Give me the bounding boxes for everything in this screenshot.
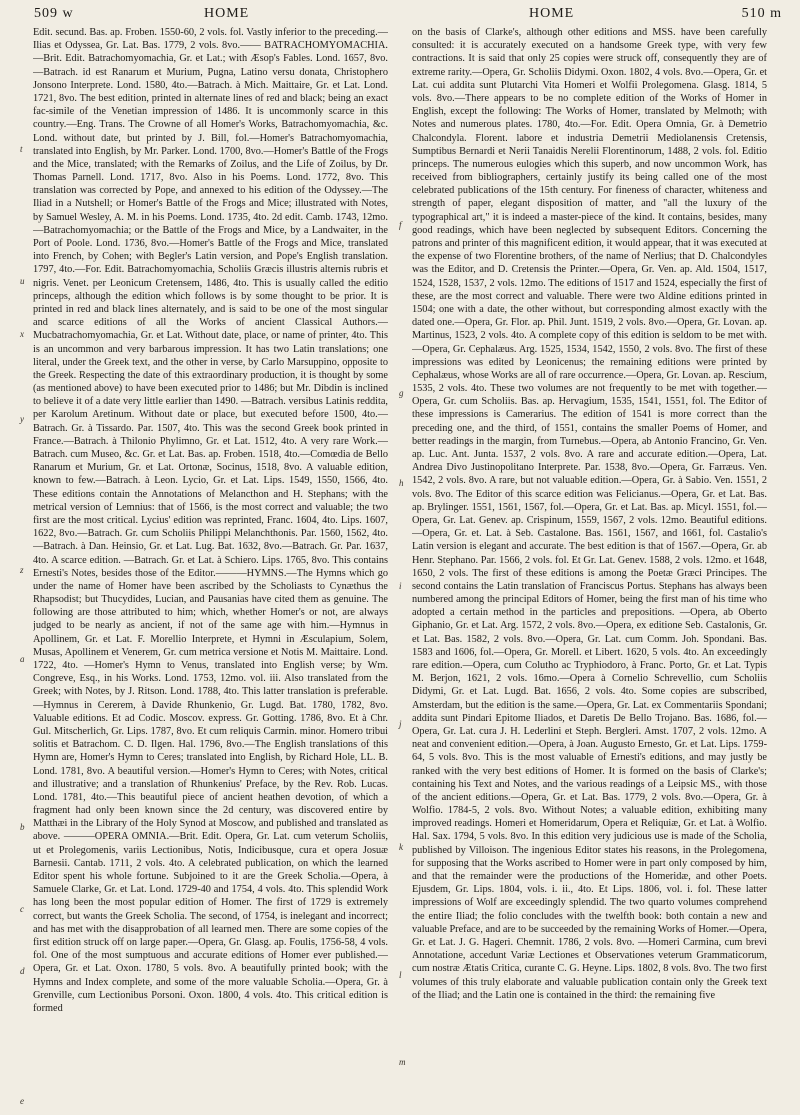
left-page-number: 509 w	[34, 6, 74, 21]
margin-letter: k	[399, 842, 403, 852]
margin-letter: l	[399, 970, 402, 980]
right-page-number: 510 m	[741, 6, 782, 21]
margin-letter: b	[20, 822, 25, 832]
margin-letter: g	[399, 388, 404, 398]
right-column-text: on the basis of Clarke's, although other editions and MSS. have been carefully consulted: it is accurately executed on a handsome Greek type, with very few contractions. It is said that only 25 copies were struck off, consequently they are of extreme rarity.—Opera, Gr. Scholiis Didymi. Oxon. 1802, 4 vols. 8vo.—Opera, Gr. et Lat. cui addita sunt Plutarchi Vita Homeri et Wolfii Prolegomena. Glasg. 1814, 5 vols. 8vo.—There appears to be no complete edition of the Works of Homer in English, except the following: The Works of Homer, translated by Melmoth; with Notes and numerous plates. 1780, 4to.—For. Edit. Opera Omnia, Gr. à Demetrio Chalcondyla. Florent. labore et industria Demetrii Mediolanensis Cretensis, Sumptibus Bernardi et Nerii Tanaidis Nerelii Florentinorum, 1488, 2 vols. fol. Editio princeps. The numerous eulogies which this superb, and now uncommon Work, has received from bibliographers, certainly justify its being called one of the most celebrated publications of the 15th century. For fineness of character, whiteness and strength of paper, elegant disposition of matter, and "all the luxury of the typographical art," it is indeed a master-piece of the kind. It contains, besides, many good readings, which have been neglected by subsequent Editors. Concerning the patrons and printer of this magnificent edition, it would appear, that it was executed at the expense of two Florentine brothers, of the name of Nerlius; that D. Chalcondyles was the Editor, and D. Cretensis the Printer.—Opera, Gr. Ven. ap. Ald. 1504, 1517, 1524, 1528, 1537, 2 vols. 12mo. The editions of 1517 and 1524, especially the first of these, are the most correct and valuable. There were two Aldine editions printed in 1504; one with a date, the other without, but corresponding almost exactly with the dated one.—Opera, Gr. Flor. ap. Phil. Junt. 1519, 2 vols. 8vo.—Opera, Gr. Lovan. ap. Martinus, 1523, 2 vols. 4to. A complete copy of this edition is seldom to be met with.—Opera, Gr. Cephalæus. Arg. 1525, 1534, 1542, 1550, 2 vols. 8vo. The first of these impressions was edited by Leonicenus; the remaining editions were printed by Cephalæus, whose Works are all of rare occurrence.—Opera, Gr. Lovan. ap. Rescium, 1535, 2 vols. 4to. These two volumes are not frequently to be met with together.—Opera, Gr. cum Scholiis. Bas. ap. Hervagium, 1535, 1541, 1551, fol. The Editor of these impressions is Camerarius. The edition of 1541 is more correct than the preceding one, and the third, of 1551, contains the smaller Poems of Homer, and better readings in the margin, from Turnebus.—Opera, ab Antonio Francino, Gr. Ven. ap. Luc. Ant. Junta. 1537, 2 vols. 8vo. A rare and accurate edition.—Opera, Lat. Andrea Divo Justinopolitano Interprete. Par. 1538, 8vo.—Opera, Gr. Farræus. Ven. 1542, 2 vols. 8vo. A rare, but not valuable edition.—Opera, Gr. à Sabio. Ven. 1551, 2 vols. 8vo. The Editor of this scarce edition was Felicianus.—Opera, Gr. et Lat. Bas. ap. Brylinger. 1551, 1561, 1567, fol.—Opera, Gr. et Lat. Bas. ap. Micyl. 1551, fol.—Opera, Gr. Lat. Genev. ap. Crispinum, 1559, 1567, 2 vols. 12mo. Beautiful editions.—Opera, Gr. et. Lat. à Seb. Castalone. Bas. 1561, 1567, and 1661, fol. Castalio's Latin version is elegant and accurate. The best edition is that of 1567.—Opera, Gr. ab Henr. Stephano. Par. 1566, 2 vols. fol. Et Gr. Lat. Genev. 1588, 2 vols. 12mo. et 1648, 1650, 2 vols. The first of these editions is among the Poetæ Græci Principes. The second contains the Latin translation of Franciscus Portus. Stephans has always been numbered among the principal Editors of Homer, being the first man of his time who adopted a certain method in the particles and prepositions. —Opera, ab Oberto Giphanio, Gr. et Lat. Arg. 1572, 2 vols. 8vo.—Opera, ex editione Seb. Castalonis, Gr. et Lat. Bas. 1582, 2 vols. 8vo.—Opera, Gr. Lat. cum Comm. Joh. Spondani. Bas. 1583 and 1606, fol.—Opera, Gr. Morell. et Libert. 1620, 5 vols. 4to. An exceedingly rare edition.—Opera, cum Colutho ac Tryphiodoro, à Franc. Porto, Gr. et Lat. Typis M. Berjon, 1621, 2 vols. 16mo.—Opera à Cornelio Schrevellio, cum Scholiis Didymi, Gr. et Lat. Lugd. Bat. 1656, 2 vols. 4to. Some copies are subscribed, Amsterdam, but the edition is the same.—Opera, Gr. Lat. ex Commentariis Spondani; addita sunt Pindari Epitome Iliados, et Daretis De Bello Trojano. Bas. 1686, fol.—Opera, Gr. Lat. cura J. H. Lederlini et Steph. Bergleri. Amst. 1707, 2 vols. 12mo. A neat and convenient edition.—Opera, à Joan. Augusto Ernesto, Gr. et Lat. Lips. 1759-64, 5 vols. 8vo. This is the most valuable of Ernesti's editions, and may justly be ranked with the very best editions of Homer. It is formed on the basis of Clarke's; containing his Text and Notes, and the various readings of a Leipsic MS., with those of the ancient editions.—Opera, Gr. et Lat. Bas. 1779, 2 vols. 8vo.—Opera, Gr. à Wolfio. 1784-5, 2 vols. 8vo. Without Notes; a valuable edition, exhibiting many improved readings. Homeri et Homeridarum, Opera et Reliquiæ, Gr. et Lat. à Wolfio. Hal. Sax. 1794, 5 vols. 8vo. In this edition very judicious use is made of the Scholia, published by Villoison. The ingenious Editor states his reasons, in the Prolegomena, for supposing that the Works ascribed to Homer were in part only composed by him, and that the remainder were the productions of the Homeridæ, and other Poets. Ejusdem, Gr. Lips. 1804, vols. i. ii., 4to. Et Lips. 1806, vol. i. fol. These latter impressions of Wolf are exceedingly splendid. The two quarto volumes comprehend the entire Iliad; the folio concludes with the twelfth book: both contain a new and valuable Preface, and are to be succeeded by the remaining Works of Homer.—Opera, Gr. et Lat. J. G. Hageri. Chemnit. 1786, 2 vols. 8vo. —Homeri Carmina, cum brevi Annotatione, accedunt Variæ Lectiones et Observationes veterum Grammaticorum, cum nostræ Ætatis Critica, curante C. G. Heyne. Lips. 1802, 8 vols. 8vo. The two first volumes of this truly elaborate and valuable publication contain only the Greek text of the Iliad; and the Latin one is contained in the third: the remaining five	[412, 27, 767, 1001]
margin-letter: u	[20, 276, 25, 286]
margin-letter: z	[20, 565, 24, 575]
left-running-title: HOME	[204, 6, 250, 21]
left-column	[33, 26, 388, 1106]
margin-letter: y	[20, 414, 24, 424]
margin-letter: h	[399, 478, 404, 488]
right-running-title: HOME	[529, 6, 575, 21]
margin-letter: x	[20, 329, 24, 339]
running-header	[34, 6, 782, 26]
margin-letter: t	[20, 144, 23, 154]
margin-letter: a	[20, 654, 25, 664]
margin-letter: j	[399, 719, 402, 729]
margin-letter: d	[20, 966, 25, 976]
margin-letter: m	[399, 1057, 406, 1067]
margin-letter: i	[399, 581, 402, 591]
margin-letter: c	[20, 904, 24, 914]
margin-letter: f	[399, 220, 402, 230]
right-column	[412, 26, 767, 1106]
left-column-text: Edit. secund. Bas. ap. Froben. 1550-60, 2 vols. fol. Vastly inferior to the preceding.—Ilias et Odyssea, Gr. Lat. Bas. 1779, 2 vols. 8vo.—— BATRACHOMYOMACHIA.—Brit. Edit. Batrachomyomachia, Gr. et Lat.; with Æsop's Fables. Lond. 1657, 8vo.—Batrach. id est Ranarum et Murium, Pugna, Latino versu donata, Christophero Jonsono Interprete. Lond. 1580, 4to.—Batrach. à Mich. Maittaire, Gr. et Lat. Lond. 1721, 8vo. The best edition, printed in alternate lines of red and black; being an exact fac-simile of the Venetian impression of 1486. It is uncommonly scarce in this country.—Eng. Trans. The Crowne of all Homer's Works, Batrachomyomachia, &c. Lond. without date, but printed by J. Bill, fol.—Homer's Batrachomyomachia, translated into English, by Mr. Parker. Lond. 1700, 8vo.—Homer's Battle of the Frogs and the Mice, translated; with the Remarks of Zoilus, and the Life of Zoilus, by Dr. Thomas Parnell. Lond. 1717, 8vo. Also in his Poems. Lond. 1772, 8vo. This translation was corrected by Pope, and annexed to his edition of the Odyssey.—The Iliad in a Nutshell; or Homer's Battle of the Frogs and Mice; illustrated with Notes, by Samuel Wesley, A. M. in his Poems. Lond. 1735, 4to. 2d edit. Camb. 1743, 12mo.—Batrachomyomachia; or the Battle of the Frogs and Mice, by a Landwaiter, in the Port of Poole. Lond. 1736, 8vo.—Homer's Battle of the Frogs and Mice, translated into French, by Cohen; with Begler's Latin version, and Pope's English translation. 1797, 4to.—For. Edit. Batrachomyomachia, Scholiis Græcis illustris alternis rubris et nigris. Venet. per Leonicum Cretensem, 1486, 4to. This is usually called the editio princeps, although the edition which follows is by some thought to be prior. It is printed in red and black lines alternately, and is said to be one of the most singular and scarce editions of all the Works of ancient Classical Authors.—Mucbatrachomyomachia, Gr. et Lat. Without date, place, or name of printer, 4to. This is an uncommon and very barbarous impression. It has two Latin translations; one literal, under the Greek text, and the other in verse, by Carlo Marsuppino, opposite to the Greek. Respecting the date of this extraordinary production, it is thought by some (as mentioned above) to have been executed prior to 1486; but Mr. Dibdin is inclined to believe it of a date very little earlier than 1490. —Batrach. versibus Latinis reddita, per Karolum Aretinum. Without date or place, but executed before 1500, 4to.—Batrach. Gr. à Tissardo. Par. 1507, 4to. This was the second Greek book printed in France.—Batrach. à Thilonio Phylimno, Gr. et Lat. 1512, 4to. A very rare Work.—Batrach. cum Museo, &c. Gr. et Lat. Bas. ap. Froben. 1518, 4to.—Comœdia de Bello Ranarum et Murium, Gr. et Lat. Ortonæ, Socinus, 1518, 8vo. A valuable edition, known to few.—Batrach. à Leon. Lycio, Gr. et Lat. Lips. 1549, 1550, 1566, 4to. These editions contain the Annotations of Melancthon and H. Stephans; with the metrical version of Lemnius: that of 1566, is the most correct and valuable; the two first are the most critical. Lycius' edition was reprinted, Franc. 1604, 4to. Lips. 1607, 1622, 8vo.—Batrach. Gr. cum Scholiis Philippi Melanchthonis. Par. 1560, 1562, 4to.—Batrach. à Dan. Heinsio, Gr. et Lat. Lug. Bat. 1632, 8vo.—Batrach. Gr. Par. 1637, 4to. A scarce edition. —Batrach. Gr. et Lat. à Schiero. Lips. 1765, 8vo. This contains Ernesti's Notes, besides those of the Editor.———HYMNS.—The Hymns which go under the name of Homer have been ascribed by the Scholiasts to Cynæthus the Rhapsodist; but Thucydides, Lucian, and Pausanias have cited them as genuine. The following are those attributed to him; which, whether Homer's or not, are always judged to be nearly as ancient, if not of the same age with him.—Hymnus in Apollinem, Gr. et Lat. F. Morellio Interprete, et Hymni in Æsculapium, Solem, Musas, Apollinem et Venerem, Gr. cum metrica versione et Notis M. Maittaire. Lond. 1722, 4to. —Homer's Hymn to Venus, translated into English verse; by Wm. Congreve, Esq., in his Works. Lond. 1753, 12mo. vol. iii. Also translated from the Greek; with Notes, by J. Ritson. Lond. 1788, 4to. This latter translation is preferable.—Hymnus in Cererem, à Davide Rhunkenio, Gr. Lugd. Bat. 1780, 1782, 8vo. Valuable editions. Et ad Codic. Moscov. express. Gr. Gotting. 1786, 8vo. Et à Chr. Gul. Mitscherlich, Gr. Lips. 1787, 8vo. Et cum reliquis Carmin. minor. Homero tribui solitis et Batrachom. C. D. Ilgen. Hal. 1796, 8vo.—The English translations of this Hymn are, Homer's Hymn to Ceres; translated into English, by Richard Hole, LL. B. Lond. 1781, 8vo. A beautiful version.—Homer's Hymn to Ceres; with Notes, critical and illustrative; and a translation of Rhunkenius' Preface, by the Rev. Rob. Lucas. Lond. 1781, 4to.—This beautiful piece of ancient heathen devotion, of which a fragment had only been known since the 2d century, was discovered entire by Matthæi in the Library of the Holy Synod at Moscow, and published and translated as above. ———OPERA OMNIA.—Brit. Edit. Opera, Gr. Lat. cum veterum Scholiis, ut et Prolegomenis, variis Lectionibus, Notis, Indicibusque, cura et opera Josuæ Barnesii. Cantab. 1711, 2 vols. 4to. A celebrated publication, on which the learned Editor spent his whole fortune. Subjoined to it are the Greek Scholia.—Opera, à Samuele Clarke, Gr. et Lat. Lond. 1729-40 and 1754, 4 vols. 4to. This splendid Work has long been the most popular edition of Homer. The first of 1729 is extremely correct, but wants the Greek Scholia. The second, of 1754, is inelegant and incorrect; and has met with the disapprobation of all learned men. There are some copies of the first edition struck off on large paper.—Opera, Gr. Glasg. ap. Foulis, 1756-58, 4 vols. fol. One of the most sumptuous and accurate editions of Homer ever published.—Opera, Gr. et Lat. Oxon. 1780, 5 vols. 8vo. A beautifully printed book; with the Hymns and Index complete, and some of the more valuable Scholia.—Opera, Gr. à Grenville, cum Lectionibus Porsoni. Oxon. 1800, 4 vols. 4to. This critical edition is formed	[33, 27, 388, 1014]
margin-letter: e	[20, 1096, 24, 1106]
